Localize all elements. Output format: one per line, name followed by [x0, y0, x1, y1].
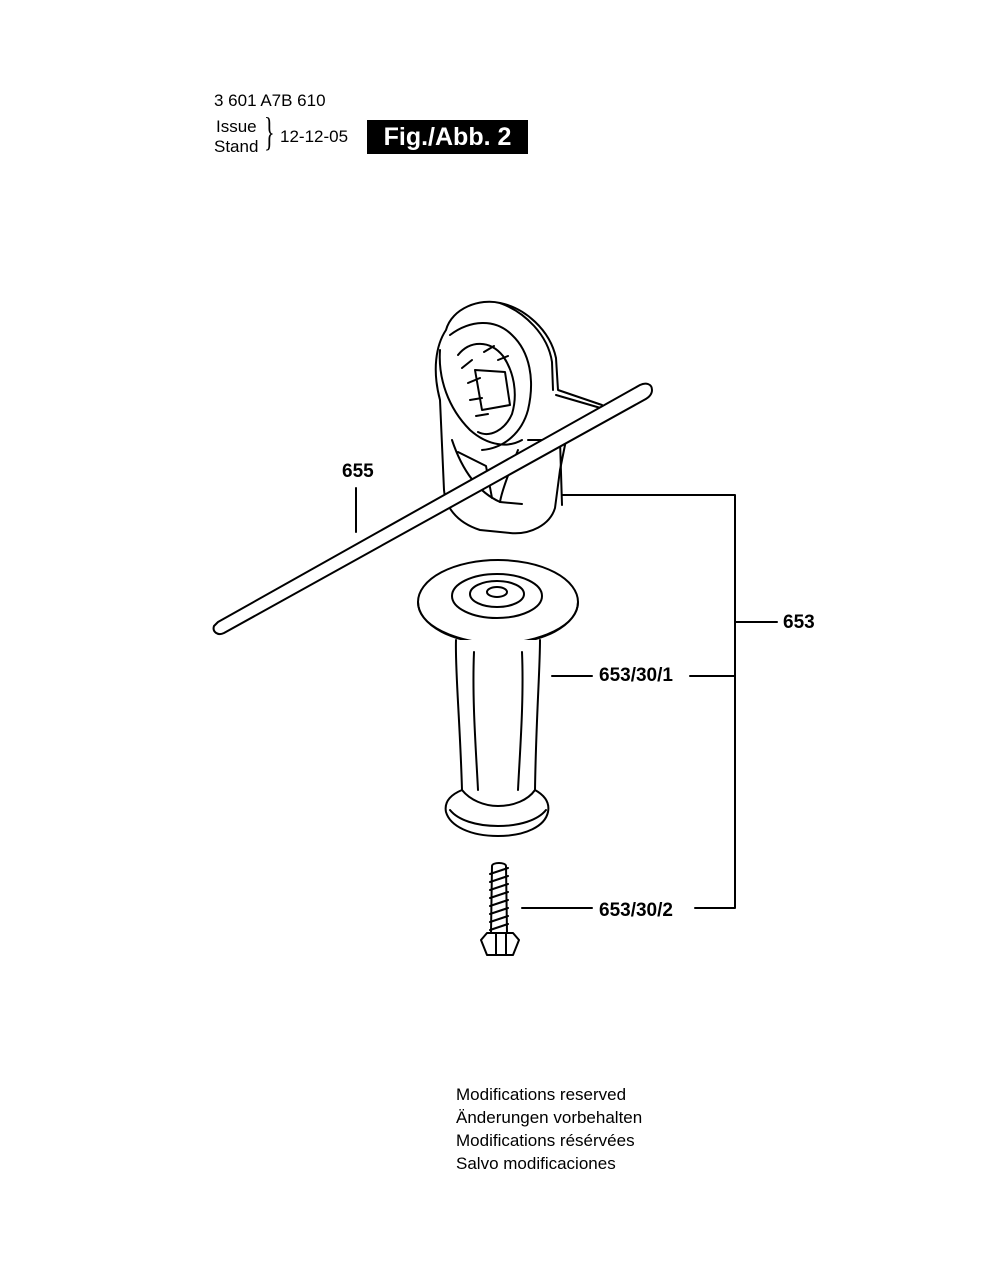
callout-653-30-1: 653/30/1	[599, 665, 673, 686]
issue-date: 12-12-05	[280, 127, 349, 146]
figure-label: Fig./Abb. 2	[367, 120, 528, 154]
callout-653: 653	[783, 612, 815, 633]
stand-label: Stand	[214, 137, 259, 156]
screw-drawing	[481, 863, 519, 955]
leader-bracket-653	[562, 495, 735, 908]
note-spanish: Salvo modificaciones	[456, 1154, 616, 1173]
callout-655: 655	[342, 461, 374, 482]
note-french: Modifications résérvées	[456, 1131, 635, 1150]
note-german: Änderungen vorbehalten	[456, 1108, 643, 1127]
modification-notes	[456, 1083, 642, 1175]
leader-lines	[356, 488, 777, 908]
callout-653-30-2: 653/30/2	[599, 900, 673, 921]
brace-glyph: }	[264, 109, 275, 154]
note-english: Modifications reserved	[456, 1085, 627, 1104]
issue-label: Issue	[216, 117, 257, 136]
grip-drawing	[418, 560, 578, 836]
part-number: 3 601 A7B 610	[214, 91, 326, 110]
